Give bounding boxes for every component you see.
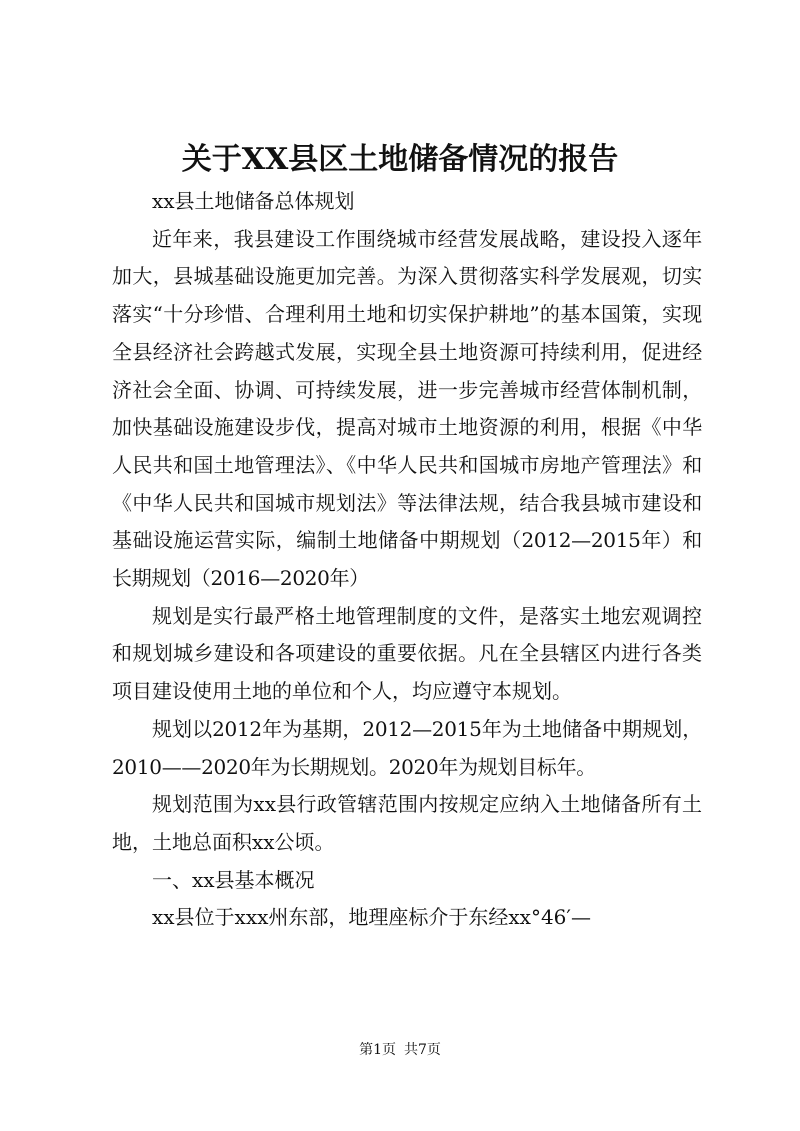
section-heading-basic-overview: 一、xx县基本概况: [152, 867, 315, 892]
paragraph-plan-authority: 规划是实行最严格土地管理制度的文件，是落实土地宏观调控和规划城乡建设和各项建设的重要依据。凡在全县辖区内进行各类项目建设使用土地的单位和个人，均应遵守本规划。: [112, 603, 702, 704]
page-footer: [0, 1040, 800, 1060]
paragraph-plan-scope: 规划范围为xx县行政管辖范围内按规定应纳入土地储备所有土地，土地总面积xx公顷。: [112, 792, 702, 854]
page-count: 共7页: [404, 1042, 441, 1058]
page-number: 第1页: [359, 1042, 396, 1058]
paragraph-plan-period: 规划以2012年为基期，2012—2015年为土地储备中期规划，2010——2020年为长期规划。2020年为规划目标年。: [112, 716, 702, 779]
paragraph-background: 近年来，我县建设工作围绕城市经营发展战略，建设投入逐年加大，县城基础设施更加完善。为深入贯彻落实科学发展观，切实落实“十分珍惜、合理利用土地和切实保护耕地”的基本国策，实现全县经济社会跨越式发展，实现全县土地资源可持续利用，促进经济社会全面、协调、可持续发展，进一步完善城市经营体制机制，加快基础设施建设步伐，提高对城市土地资源的利用，根据《中华人民共和国土地管理法》、《中华人民共和国城市房地产管理法》和《中华人民共和国城市规划法》等法律法规，结合我县城市建设和基础设施运营实际，编制土地储备中期规划（2012—2015年）和长期规划（2016—2020年）: [112, 226, 702, 591]
document-body: [112, 183, 702, 937]
paragraph-location: xx县位于xxx州东部，地理座标介于东经xx°46′—: [152, 905, 591, 930]
document-title: 关于XX县区土地储备情况的报告: [181, 142, 619, 177]
section-heading-overall-plan: xx县土地储备总体规划: [152, 189, 355, 213]
